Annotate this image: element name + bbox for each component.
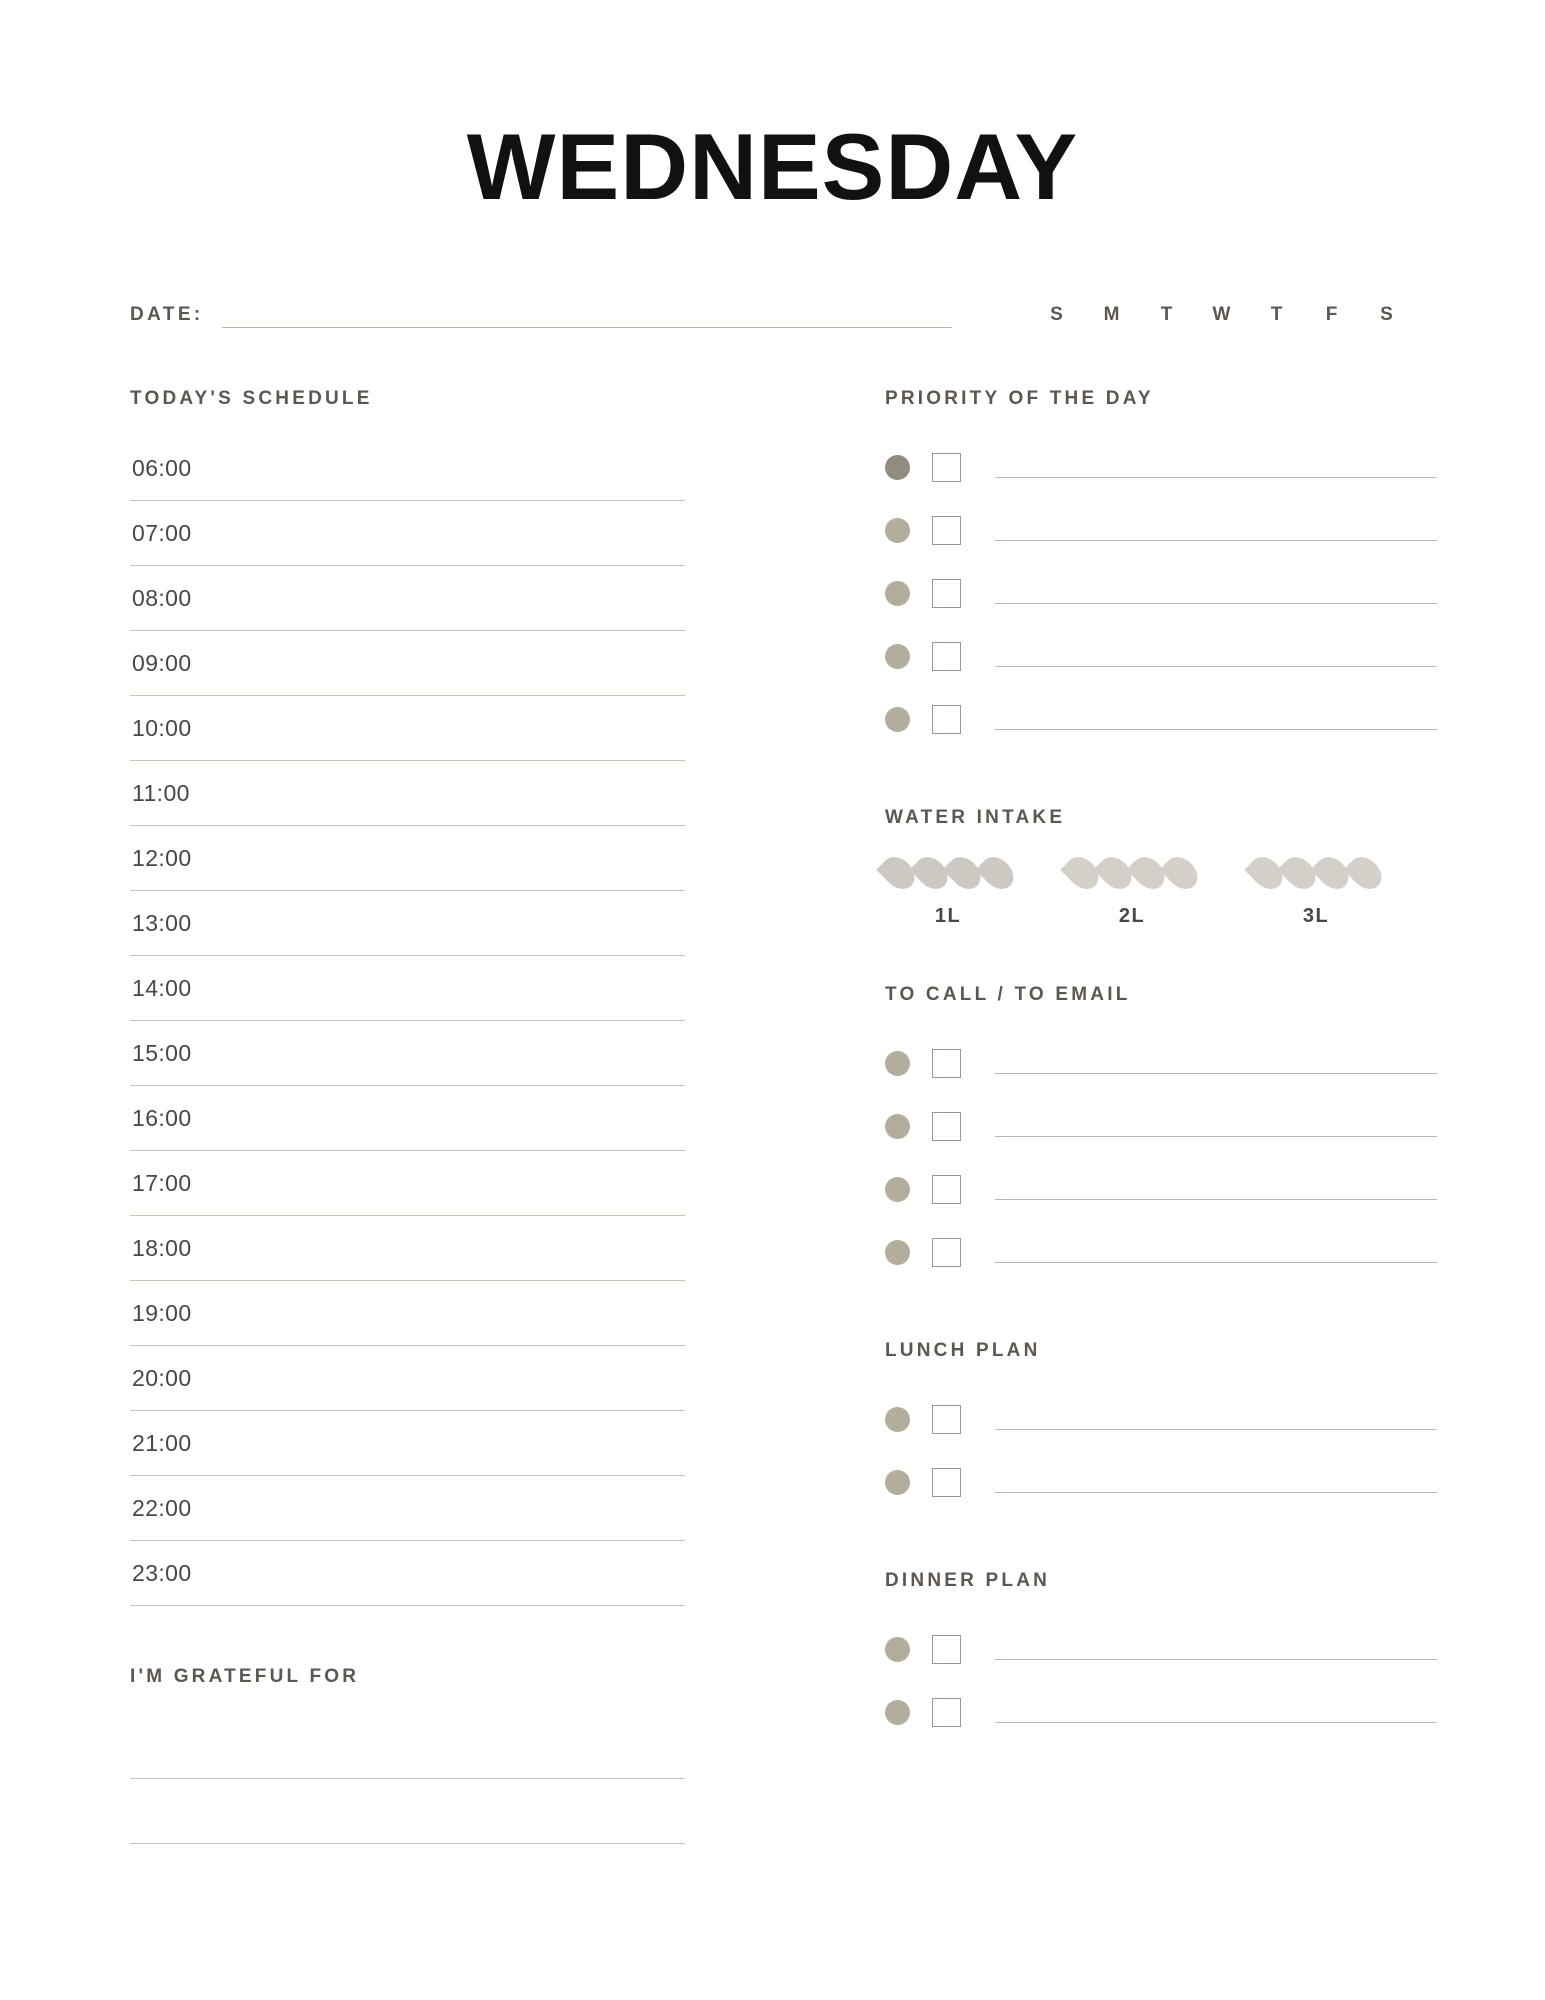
priority-input[interactable] [995,646,1437,667]
contacts-heading: TO CALL / TO EMAIL [885,984,1131,1005]
dinner-input[interactable] [995,1639,1437,1660]
schedule-row[interactable] [130,1476,685,1541]
schedule-time: 15:00 [132,1039,192,1066]
water-label: 2L [1118,905,1146,927]
water-groups [885,855,1437,928]
priority-item[interactable] [885,436,1437,499]
weekday-thu[interactable]: T [1270,304,1285,325]
schedule-time: 07:00 [132,519,192,546]
bullet-dot-icon [885,518,910,543]
schedule-time: 11:00 [132,779,190,806]
schedule-row[interactable] [130,826,685,891]
checkbox[interactable] [932,453,961,482]
checkbox[interactable] [932,579,961,608]
lunch-heading: LUNCH PLAN [885,1340,1041,1361]
schedule-time: 19:00 [132,1299,192,1326]
bullet-dot-icon [885,1407,910,1432]
contacts-section [885,984,1437,1284]
grateful-heading: I'M GRATEFUL FOR [130,1666,360,1687]
weekday-sun[interactable]: S [1050,304,1065,325]
grateful-section [130,1666,685,1844]
priority-input[interactable] [995,457,1437,478]
checkbox[interactable] [932,705,961,734]
schedule-row[interactable] [130,566,685,631]
priority-item[interactable] [885,625,1437,688]
water-drops[interactable] [1253,855,1379,891]
schedule-time: 18:00 [132,1234,192,1261]
schedule-row[interactable] [130,631,685,696]
content-columns [130,388,1415,1844]
dinner-heading: DINNER PLAN [885,1570,1051,1591]
priority-list [885,436,1437,751]
contacts-item[interactable] [885,1032,1437,1095]
contacts-item[interactable] [885,1158,1437,1221]
bullet-dot-icon [885,1114,910,1139]
water-group-1l [885,855,1011,928]
schedule-row[interactable] [130,956,685,1021]
priority-item[interactable] [885,562,1437,625]
schedule-row[interactable] [130,1086,685,1151]
schedule-time: 13:00 [132,909,192,936]
contacts-input[interactable] [995,1242,1437,1263]
water-group-3l [1253,855,1379,928]
schedule-time: 16:00 [132,1104,192,1131]
weekday-selector[interactable] [1030,304,1415,328]
water-section [885,807,1437,928]
schedule-row[interactable] [130,436,685,501]
checkbox[interactable] [932,1405,961,1434]
water-drop-icon[interactable] [975,851,1020,896]
schedule-row[interactable] [130,761,685,826]
schedule-row[interactable] [130,1281,685,1346]
contacts-input[interactable] [995,1179,1437,1200]
grateful-line[interactable] [130,1779,685,1844]
checkbox[interactable] [932,1468,961,1497]
water-drop-icon[interactable] [1343,851,1388,896]
priority-input[interactable] [995,709,1437,730]
schedule-time: 21:00 [132,1429,192,1456]
contacts-item[interactable] [885,1095,1437,1158]
water-label: 1L [934,905,962,927]
lunch-item[interactable] [885,1388,1437,1451]
schedule-heading: TODAY'S SCHEDULE [130,388,373,409]
bullet-dot-icon [885,455,910,480]
schedule-row[interactable] [130,1151,685,1216]
schedule-time: 08:00 [132,584,192,611]
priority-heading: PRIORITY OF THE DAY [885,388,1154,409]
bullet-dot-icon [885,1700,910,1725]
schedule-time: 12:00 [132,844,192,871]
schedule-time: 10:00 [132,714,192,741]
water-heading: WATER INTAKE [885,807,1066,828]
schedule-row[interactable] [130,696,685,761]
weekday-wed[interactable]: W [1212,304,1233,325]
date-row [130,214,1415,328]
checkbox[interactable] [932,1049,961,1078]
bullet-dot-icon [885,707,910,732]
priority-input[interactable] [995,583,1437,604]
page-title: WEDNESDAY [466,114,1079,219]
grateful-line[interactable] [130,1714,685,1779]
lunch-input[interactable] [995,1472,1437,1493]
bullet-dot-icon [885,1470,910,1495]
left-column [130,388,685,1844]
schedule-row[interactable] [130,1411,685,1476]
weekday-mon[interactable]: M [1103,304,1122,325]
priority-item[interactable] [885,688,1437,751]
checkbox[interactable] [932,1635,961,1664]
dinner-input[interactable] [995,1702,1437,1723]
schedule-time: 23:00 [132,1559,192,1586]
lunch-section [885,1340,1437,1514]
bullet-dot-icon [885,1240,910,1265]
weekday-fri[interactable]: F [1325,304,1340,325]
schedule-time: 22:00 [132,1494,192,1521]
schedule-list [130,436,685,1606]
schedule-row[interactable] [130,1021,685,1086]
dinner-item[interactable] [885,1681,1437,1744]
bullet-dot-icon [885,581,910,606]
checkbox[interactable] [932,1238,961,1267]
contacts-item[interactable] [885,1221,1437,1284]
water-group-2l [1069,855,1195,928]
lunch-input[interactable] [995,1409,1437,1430]
dinner-item[interactable] [885,1618,1437,1681]
date-input[interactable] [222,305,952,328]
weekday-tue[interactable]: T [1160,304,1175,325]
priority-input[interactable] [995,520,1437,541]
schedule-row[interactable] [130,891,685,956]
weekday-sat[interactable]: S [1380,304,1395,325]
checkbox[interactable] [932,516,961,545]
water-label: 3L [1302,905,1330,927]
checkbox[interactable] [932,1175,961,1204]
schedule-row[interactable] [130,1216,685,1281]
priority-item[interactable] [885,499,1437,562]
schedule-time: 09:00 [132,649,192,676]
schedule-row[interactable] [130,1346,685,1411]
contacts-input[interactable] [995,1053,1437,1074]
right-column [885,388,1437,1844]
lunch-item[interactable] [885,1451,1437,1514]
date-label: DATE: [130,304,204,325]
water-drops[interactable] [1069,855,1195,891]
schedule-time: 06:00 [132,454,192,481]
bullet-dot-icon [885,644,910,669]
bullet-dot-icon [885,1177,910,1202]
water-drop-icon[interactable] [1159,851,1204,896]
schedule-row[interactable] [130,501,685,566]
bullet-dot-icon [885,1051,910,1076]
checkbox[interactable] [932,1698,961,1727]
schedule-time: 17:00 [132,1169,192,1196]
water-drops[interactable] [885,855,1011,891]
checkbox[interactable] [932,642,961,671]
schedule-row[interactable] [130,1541,685,1606]
schedule-time: 20:00 [132,1364,192,1391]
contacts-input[interactable] [995,1116,1437,1137]
schedule-time: 14:00 [132,974,192,1001]
checkbox[interactable] [932,1112,961,1141]
dinner-section [885,1570,1437,1744]
bullet-dot-icon [885,1637,910,1662]
